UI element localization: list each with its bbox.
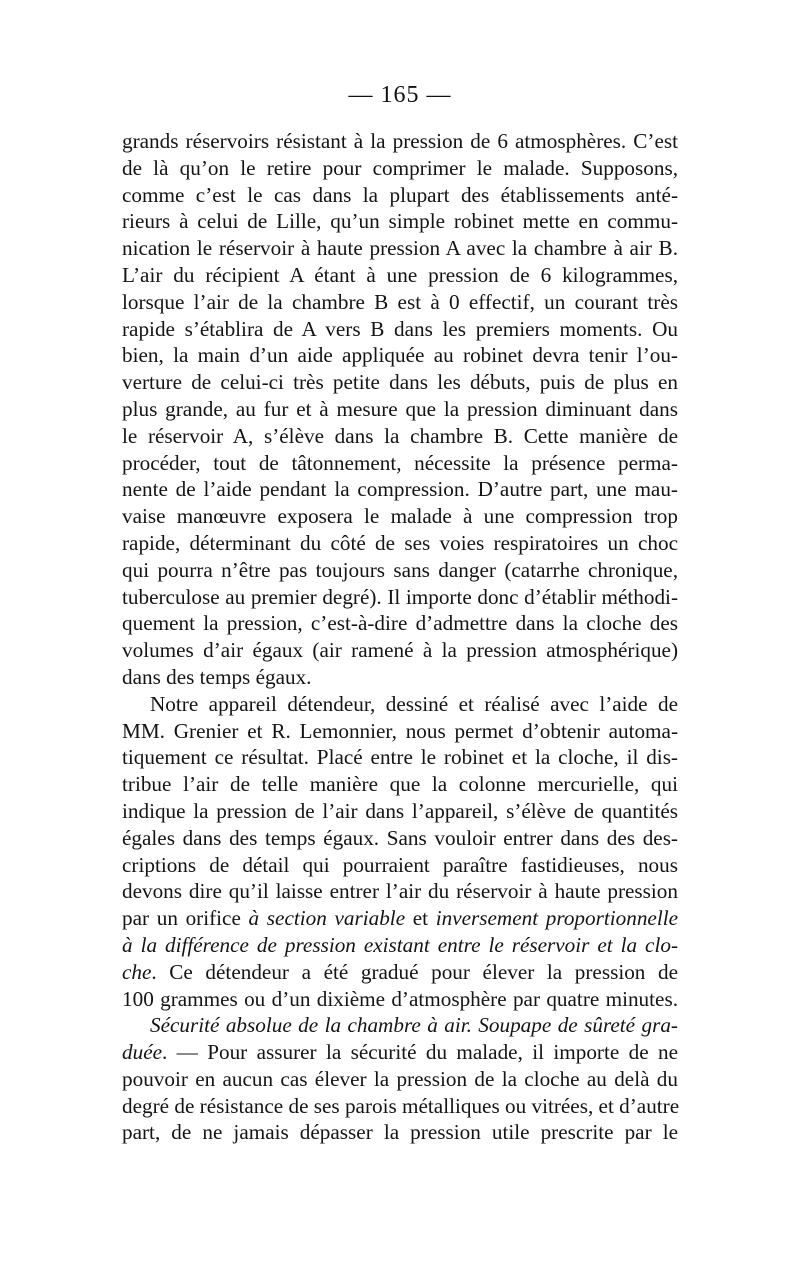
- text-line: rapide s’établira de A vers B dans les premiers moments. Ou: [122, 316, 678, 341]
- text-line: nente de l’aide pendant la compression. D’autre part, une mau-: [122, 477, 678, 502]
- text-line: égales dans des temps égaux. Sans vouloir entrer dans des des-: [122, 825, 678, 850]
- text-line: grands réservoirs résistant à la pression de 6 atmosphères. C’est: [122, 129, 678, 153]
- text-line: qui pourra n’être pas toujours sans danger (catarrhe chronique,: [122, 557, 678, 582]
- text-line: devons dire qu’il laisse entrer l’air du réservoir à haute pression: [122, 879, 678, 904]
- text-line: verture de celui-ci très petite dans les débuts, puis de plus en: [122, 370, 678, 395]
- text-line: quement la pression, c’est-à-dire d’admettre dans la cloche des: [122, 611, 678, 636]
- body-text: [122, 128, 678, 1146]
- text-line: indique la pression de l’air dans l’appareil, s’élève de quantités: [122, 798, 678, 823]
- italic-phrase: inversement proportionnelle: [435, 906, 679, 931]
- text-line: part, de ne jamais dépasser la pression utile prescrite par le: [122, 1120, 678, 1145]
- text-line: criptions de détail qui pourraient paraître fastidieuses, nous: [122, 852, 678, 877]
- text-line: tuberculose au premier degré). Il importe donc d’établir méthodi-: [122, 584, 678, 609]
- text-line: 100 grammes ou d’un dixième d’atmosphère par quatre minutes.: [122, 986, 678, 1011]
- text-line: volumes d’air égaux (air ramené à la pression atmosphérique): [122, 638, 678, 663]
- text-line: rieurs à celui de Lille, qu’un simple robinet mette en commu-: [122, 209, 678, 234]
- text-line: dans des temps égaux.: [122, 664, 312, 689]
- italic-phrase: à section variable: [248, 906, 406, 931]
- text-line: lorsque l’air de la chambre B est à 0 effectif, un courant très: [122, 289, 678, 314]
- text-line: nication le réservoir à haute pression A avec la chambre à air B.: [122, 236, 678, 261]
- text-line: comme c’est le cas dans la plupart des établissements anté-: [122, 182, 678, 207]
- text-line: rapide, déterminant du côté de ses voies respiratoires un choc: [122, 530, 678, 555]
- text-line: tiquement ce résultat. Placé entre le robinet et la cloche, il dis-: [122, 745, 678, 770]
- text-line: plus grande, au fur et à mesure que la pression diminuant dans: [122, 396, 678, 421]
- text-line: L’air du récipient A étant à une pression de 6 kilogrammes,: [122, 262, 678, 287]
- text-line: de là qu’on le retire pour comprimer le malade. Supposons,: [122, 155, 678, 180]
- text-line-mixed: che. Ce détendeur a été gradué pour élever la pression de: [122, 959, 678, 984]
- text-line: bien, la main d’un aide appliquée au robinet devra tenir l’ou-: [122, 343, 678, 368]
- text-line: vaise manœuvre exposera le malade à une compression trop: [122, 504, 678, 529]
- paragraph-start-line: Notre appareil détendeur, dessiné et réalisé avec l’aide de: [150, 691, 678, 716]
- text-line: MM. Grenier et R. Lemonnier, nous permet d’obtenir automa-: [122, 718, 678, 743]
- text-line: le réservoir A, s’élève dans la chambre B. Cette manière de: [122, 423, 678, 448]
- text-line-mixed: par un orifice à section variable et inversement proportionnelle: [122, 906, 679, 931]
- text-line-mixed: duée. — Pour assurer la sécurité du malade, il importe de ne: [122, 1040, 678, 1065]
- text-line: tribue l’air de telle manière que la colonne mercurielle, qui: [122, 772, 678, 797]
- text-line: pouvoir en aucun cas élever la pression de la cloche au delà du: [122, 1066, 678, 1091]
- italic-line: à la différence de pression existant entre le réservoir et la clo-: [122, 932, 678, 957]
- section-heading-italic: Sécurité absolue de la chambre à air. Soupape de sûreté gra-: [150, 1013, 678, 1038]
- italic-phrase: che: [122, 959, 152, 984]
- text-line: procéder, tout de tâtonnement, nécessite la présence perma-: [122, 450, 678, 475]
- text-line: degré de résistance de ses parois métalliques ou vitrées, et d’autre: [122, 1093, 680, 1118]
- italic-phrase: duée: [122, 1040, 162, 1065]
- page-number: — 165 —: [348, 82, 452, 108]
